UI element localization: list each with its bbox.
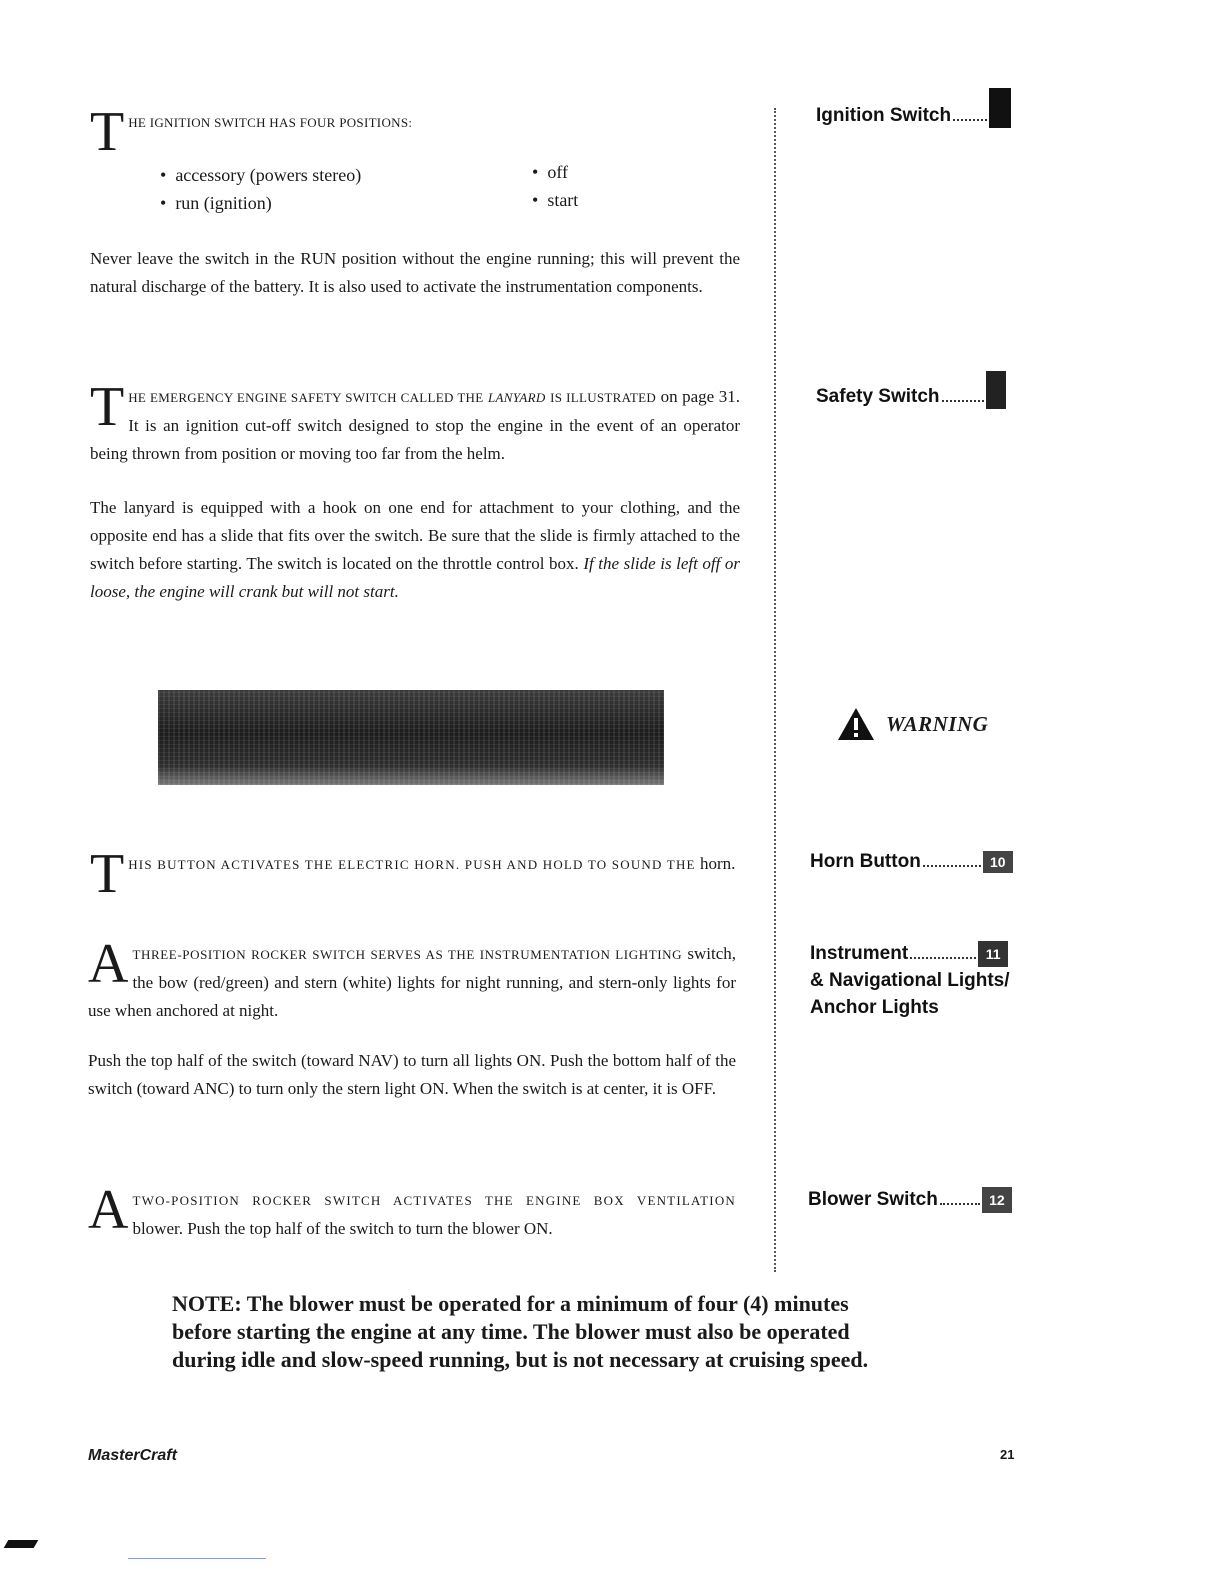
drop-cap: A [88, 1179, 129, 1241]
position-list-left [160, 161, 361, 217]
footer-brand-logo: MasterCraft [88, 1447, 177, 1464]
ignition-intro-text: HE IGNITION SWITCH HAS FOUR POSITIONS: [128, 115, 413, 130]
drop-cap: T [90, 843, 125, 905]
section-tab-icon: 10 [983, 851, 1013, 873]
section-tab-icon [986, 371, 1006, 409]
sidebar-safety-switch: Safety Switch [816, 385, 1006, 409]
drop-cap: T [90, 101, 125, 163]
drop-cap: A [88, 933, 129, 995]
ignition-body: Never leave the switch in the RUN position without the engine running; this will prevent the natural discharge of the battery. It is also used to activate the instrumentation components. [90, 249, 740, 296]
horn-intro: T HIS BUTTON ACTIVATES THE ELECTRIC HORN. PUSH AND HOLD TO SOUND THE horn. [90, 843, 736, 905]
list-item: • run (ignition) [160, 193, 272, 213]
ignition-intro [90, 101, 740, 163]
page-number: 21 [1000, 1447, 1015, 1462]
section-tab-icon: 11 [978, 941, 1008, 967]
lanyard-term: LANYARD [488, 390, 546, 405]
lights-body: Push the top half of the switch (toward NAV) to turn all lights ON. Push the bottom half of the switch (toward ANC) to turn only the stern light ON. When the switch is at center, it is OFF. [88, 1051, 736, 1098]
section-tab-icon [989, 88, 1011, 128]
lanyard-photo [158, 690, 664, 785]
drop-cap: T [90, 376, 125, 438]
safety-intro: T HE EMERGENCY ENGINE SAFETY SWITCH CALLED THE LANYARD IS ILLUSTRATED on page 31. It is an ignition cut-off switch designed to stop the engine in the event of an operator being thrown from position or moving too far from the helm. [90, 376, 740, 463]
sidebar-ignition-switch: Ignition Switch [816, 104, 1011, 128]
scan-corner-artifact [4, 1540, 39, 1548]
safety-body: The lanyard is equipped with a hook on one end for attachment to your clothing, and the opposite end has a slide that fits over the switch. Be sure that the slide is firmly attached to the switch before starting. The switch is located on the throttle control box. If the slide is left off or loose, the engine will crank but will not start. [90, 498, 740, 601]
blower-intro: A TWO-POSITION ROCKER SWITCH ACTIVATES THE ENGINE BOX VENTILATION blower. Push the top half of the switch to turn the blower ON. [88, 1179, 736, 1241]
list-item: • start [532, 190, 579, 210]
section-tab-icon: 12 [982, 1187, 1012, 1213]
list-item: • accessory (powers stereo) [160, 165, 362, 185]
scan-line-artifact [128, 1558, 266, 1559]
safety-warning-italic: If the slide is left off or loose, the engine will crank but will not start. [90, 554, 740, 601]
position-list-right [532, 158, 578, 214]
sidebar-horn-button: Horn Button 10 [810, 851, 1013, 873]
blower-note: NOTE: The blower must be operated for a minimum of four (4) minutes before starting the engine at any time. The blower must also be operated during idle and slow-speed running, but is not necessary at cruising speed. [172, 1291, 869, 1372]
sidebar-instrument-lights: Instrument 11 & Navigational Lights/ Anchor Lights [810, 940, 1010, 1021]
column-divider [774, 108, 776, 1272]
sidebar-warning [836, 706, 988, 742]
lights-intro: A THREE-POSITION ROCKER SWITCH SERVES AS THE INSTRUMENTATION LIGHTING switch, the bow (red/green) and stern (white) lights for night running, and stern-only lights for use when anchored at night. [88, 933, 737, 1020]
warning-triangle-icon [836, 706, 876, 742]
list-item: • off [532, 162, 568, 182]
sidebar-blower-switch: Blower Switch 12 [808, 1187, 1012, 1213]
warning-label: WARNING [886, 711, 989, 736]
